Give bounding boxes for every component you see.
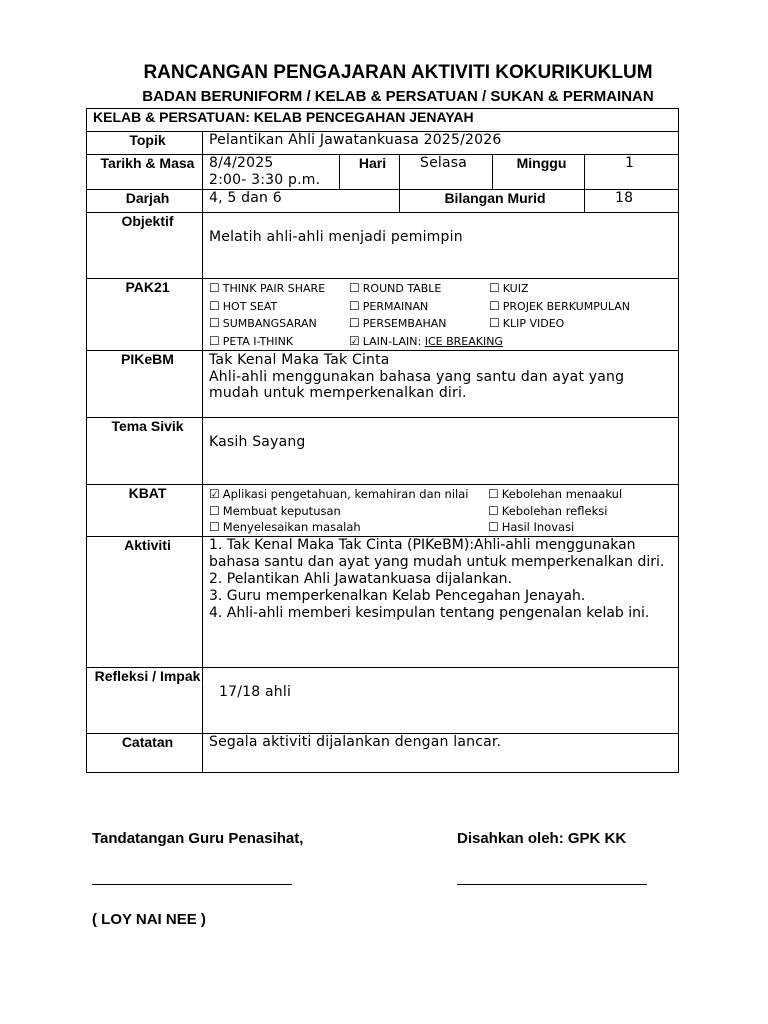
lesson-plan-table (86, 108, 679, 773)
label-hari: Hari (340, 155, 400, 190)
checkbox-icon: ☐ (349, 298, 360, 313)
checkbox-icon: ☐ (349, 316, 360, 330)
checkbox-icon: ☐ (488, 487, 499, 501)
signature-label-approver: Disahkan oleh: GPK KK (457, 830, 627, 847)
label-pikebm: PIKeBM (87, 351, 203, 418)
checkbox-icon: ☐ (489, 281, 500, 295)
checkbox-icon: ☐ (488, 503, 499, 518)
club-banner: KELAB & PERSATUAN: KELAB PENCEGAHAN JENAYAH (87, 109, 679, 132)
pak21-option-permainan[interactable]: ☐ PERMAINAN (349, 298, 429, 313)
teacher-name: ( LOY NAI NEE ) (92, 911, 206, 928)
value-tema-sivik: Kasih Sayang (203, 418, 679, 485)
label-bilangan-murid: Bilangan Murid (400, 190, 585, 213)
lain-lain-value: ICE BREAKING (424, 334, 503, 348)
label-pak21: PAK21 (87, 279, 203, 351)
label-topik: Topik (87, 132, 203, 155)
aktiviti-item: 4. Ahli-ahli memberi kesimpulan tentang pengenalan kelab ini. (209, 605, 650, 621)
checkbox-icon: ☐ (489, 298, 500, 313)
value-objektif: Melatih ahli-ahli menjadi pemimpin (203, 213, 679, 279)
signature-line-approver (457, 884, 647, 885)
pak21-option-think-pair-share[interactable]: ☐ THINK PAIR SHARE (209, 281, 326, 295)
aktiviti-item: 1. Tak Kenal Maka Tak Cinta (PIKeBM):Ahli-ahli menggunakan bahasa santu dan ayat yang mudah untuk memperkenalkan diri. (209, 537, 665, 570)
pak21-option-round-table[interactable]: ☐ ROUND TABLE (349, 281, 442, 295)
label-kbat: KBAT (87, 485, 203, 537)
signature-line-teacher (92, 884, 292, 885)
checkbox-icon: ☐ (349, 281, 360, 295)
pikebm-title: Tak Kenal Maka Tak Cinta (209, 352, 390, 368)
checkbox-icon: ☐ (209, 281, 220, 295)
kbat-option-aplikasi[interactable]: ☑ Aplikasi pengetahuan, kemahiran dan nilai (209, 487, 469, 501)
pak21-option-projek-berkumpulan[interactable]: ☐ PROJEK BERKUMPULAN (489, 298, 631, 313)
value-hari: Selasa (400, 155, 493, 190)
label-catatan: Catatan (87, 734, 203, 773)
kbat-options (203, 485, 679, 537)
kbat-option-masalah[interactable]: ☐ Menyelesaikan masalah (209, 520, 361, 534)
value-masa: 2:00- 3:30 p.m. (209, 172, 321, 188)
value-catatan: Segala aktiviti dijalankan dengan lancar. (203, 734, 679, 773)
kbat-option-refleksi[interactable]: ☐ Kebolehan refleksi (488, 503, 608, 518)
checkbox-icon: ☐ (209, 520, 220, 534)
value-tarikh: 8/4/2025 (209, 155, 274, 171)
pak21-options (203, 279, 679, 351)
value-minggu: 1 (585, 155, 679, 190)
pak21-option-kuiz[interactable]: ☐ KUIZ (489, 281, 529, 295)
value-darjah: 4, 5 dan 6 (203, 190, 400, 213)
value-pikebm (203, 351, 679, 418)
label-aktiviti: Aktiviti (87, 537, 203, 668)
pak21-option-klip-video[interactable]: ☐ KLIP VIDEO (489, 316, 565, 330)
checkbox-icon: ☐ (209, 298, 220, 313)
value-tarikh-masa (203, 155, 340, 190)
value-bilangan-murid: 18 (585, 190, 679, 213)
checkbox-icon: ☐ (489, 316, 500, 330)
pak21-option-sumbangsaran[interactable]: ☐ SUMBANGSARAN (209, 316, 317, 330)
kbat-option-inovasi[interactable]: ☐ Hasil Inovasi (488, 520, 575, 534)
aktiviti-list (203, 537, 679, 668)
pikebm-description: Ahli-ahli menggunakan bahasa yang santu dan ayat yang mudah untuk memperkenalkan diri. (209, 368, 625, 401)
pak21-option-persembahan[interactable]: ☐ PERSEMBAHAN (349, 316, 447, 330)
label-darjah: Darjah (87, 190, 203, 213)
kbat-option-menaakul[interactable]: ☐ Kebolehan menaakul (488, 487, 623, 501)
checkbox-icon: ☐ (488, 520, 499, 534)
checkbox-icon: ☐ (209, 333, 220, 348)
pak21-option-lain-lain[interactable]: ☑ LAIN-LAIN: ICE BREAKING (349, 333, 503, 348)
pak21-option-peta-i-think[interactable]: ☐ PETA I-THINK (209, 333, 294, 348)
document-subtitle: BADAN BERUNIFORM / KELAB & PERSATUAN / SUKAN & PERMAINAN (142, 88, 654, 105)
pak21-option-hot-seat[interactable]: ☐ HOT SEAT (209, 298, 278, 313)
document-title: RANCANGAN PENGAJARAN AKTIVITI KOKURIKUKLUM (143, 62, 653, 83)
label-refleksi: Refleksi / Impak (87, 668, 203, 734)
value-topik: Pelantikan Ahli Jawatankuasa 2025/2026 (203, 132, 679, 155)
aktiviti-item: 3. Guru memperkenalkan Kelab Pencegahan Jenayah. (209, 588, 586, 604)
label-tarikh-masa: Tarikh & Masa (87, 155, 203, 190)
checkbox-icon: ☐ (209, 503, 220, 518)
checked-checkbox-icon: ☑ (209, 487, 220, 501)
label-minggu: Minggu (493, 155, 585, 190)
label-tema-sivik: Tema Sivik (87, 418, 203, 485)
label-objektif: Objektif (87, 213, 203, 279)
aktiviti-item: 2. Pelantikan Ahli Jawatankuasa dijalankan. (209, 571, 513, 587)
kbat-option-keputusan[interactable]: ☐ Membuat keputusan (209, 503, 341, 518)
checkbox-icon: ☐ (209, 316, 220, 330)
signature-label-teacher: Tandatangan Guru Penasihat, (92, 830, 304, 847)
checked-checkbox-icon: ☑ (349, 333, 360, 348)
value-refleksi: 17/18 ahli (203, 668, 679, 734)
